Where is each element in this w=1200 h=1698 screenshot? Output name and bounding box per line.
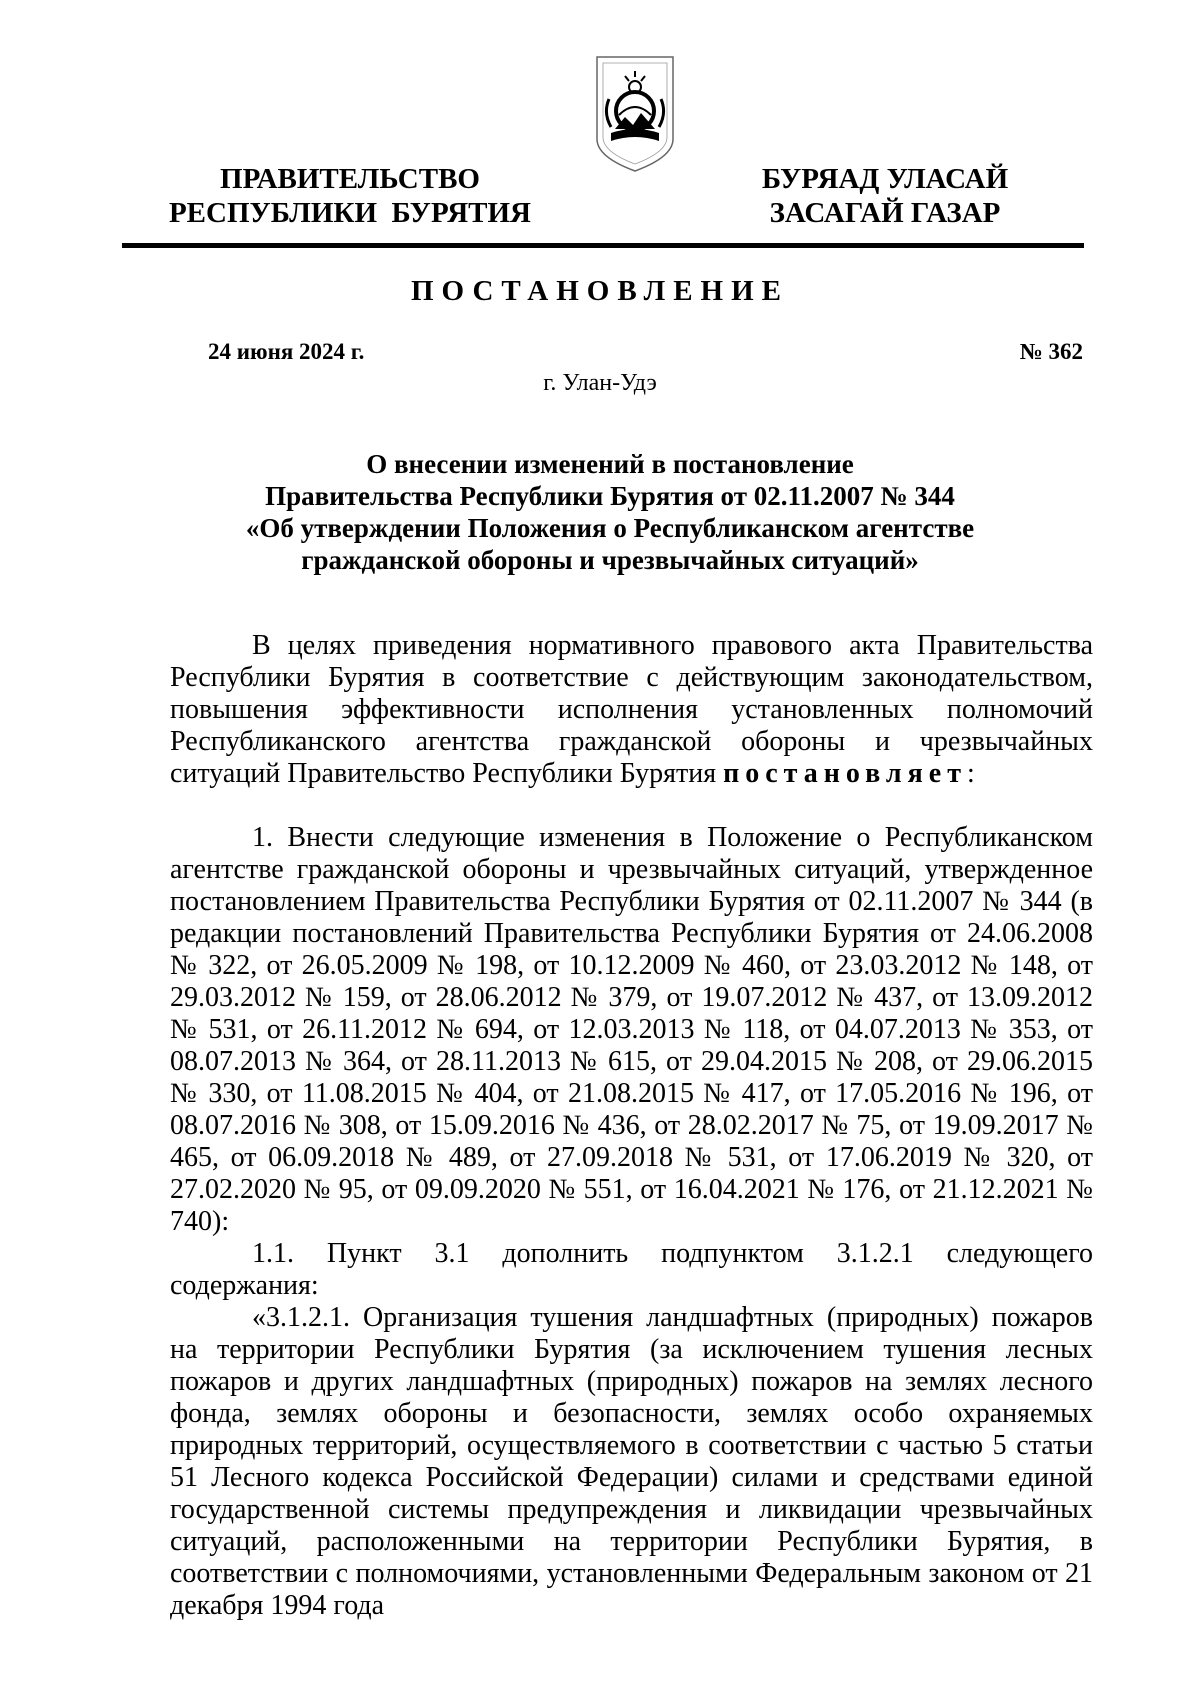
- document-number: № 362: [1019, 339, 1083, 364]
- item-1-paragraph: 1. Внести следующие изменения в Положение о Республиканском агентстве гражданской обороны и чрезвычайных ситуаций, утвержденное постановлением Правительства Республики Бурятия от 02.11.2007 № 344 (в редакции постановлений Правительства Республики Бурятия от 24.06.2008 № 322, от 26.05.2009 № 198, от 10.12.2009 № 460, от 23.03.2012 № 148, от 29.03.2012 № 159, от 28.06.2012 № 379, от 19.07.2012 № 437, от 13.09.2012 № 531, от 26.11.2012 № 694, от 12.03.2013 № 118, от 04.07.2013 № 353, от 08.07.2013 № 364, от 28.11.2013 № 615, от 29.04.2015 № 208, от 29.06.2015 № 330, от 11.08.2015 № 404, от 21.08.2015 № 417, от 17.05.2016 № 196, от 08.07.2016 № 308, от 15.09.2016 № 436, от 28.02.2017 № 75, от 19.09.2017 № 465, от 06.09.2018 № 489, от 27.09.2018 № 531, от 17.06.2019 № 320, от 27.02.2020 № 95, от 09.09.2020 № 551, от 16.04.2021 № 176, от 21.12.2021 № 740):: [170, 822, 1093, 1237]
- government-name-buryat: [720, 162, 1050, 230]
- government-name-line: ПРАВИТЕЛЬСТВО: [220, 163, 480, 195]
- header-divider: [122, 243, 1084, 248]
- coat-of-arms-icon: [593, 53, 677, 175]
- title-line: О внесении изменений в постановление: [366, 449, 854, 479]
- preamble-end: :: [966, 758, 975, 789]
- preamble-paragraph: [170, 630, 1093, 790]
- document-body: [170, 630, 1093, 1622]
- item-1-1-paragraph: 1.1. Пункт 3.1 дополнить подпунктом 3.1.2.1 следующего содержания:: [170, 1238, 1093, 1301]
- title-line: Правительства Республики Бурятия от 02.11.2007 № 344: [265, 481, 955, 511]
- document-type: ПОСТАНОВЛЕНИЕ: [410, 275, 789, 307]
- title-line: гражданской обороны и чрезвычайных ситуаций»: [301, 545, 919, 575]
- preamble-emphasis: постановляет: [723, 758, 967, 789]
- preamble-text: В целях приведения нормативного правового акта Правительства Республики Бурятия в соответствие с действующим законодательством, повышения эффективности исполнения установленных полномочий Республиканского агентства гражданской обороны и чрезвычайных ситуаций Правительство Республики Бурятия: [170, 630, 1093, 789]
- government-name-line: РЕСПУБЛИКИ БУРЯТИЯ: [168, 197, 532, 229]
- government-name-line: ЗАСАГАЙ ГАЗАР: [769, 197, 1001, 229]
- government-name-russian: [160, 162, 540, 230]
- item-1-1-quote-paragraph: «3.1.2.1. Организация тушения ландшафтных (природных) пожаров на территории Республики Бурятия (за исключением тушения лесных пожаров и других ландшафтных (природных) пожаров на землях лесного фонда, землях обороны и безопасности, землях особо охраняемых природных территорий, осуществляемого в соответствии с частью 5 статьи 51 Лесного кодекса Российской Федерации) силами и средствами единой государственной системы предупреждения и ликвидации чрезвычайных ситуаций, расположенными на территории Республики Бурятия, в соответствии с полномочиями, установленными Федеральным законом от 21 декабря 1994 года: [170, 1302, 1093, 1621]
- government-name-line: БУРЯАД УЛАСАЙ: [761, 163, 1009, 195]
- document-city: г. Улан-Удэ: [543, 370, 657, 396]
- document-title: [180, 448, 1040, 576]
- title-line: «Об утверждении Положения о Республиканском агентстве: [245, 513, 975, 543]
- document-date: 24 июня 2024 г.: [208, 339, 365, 364]
